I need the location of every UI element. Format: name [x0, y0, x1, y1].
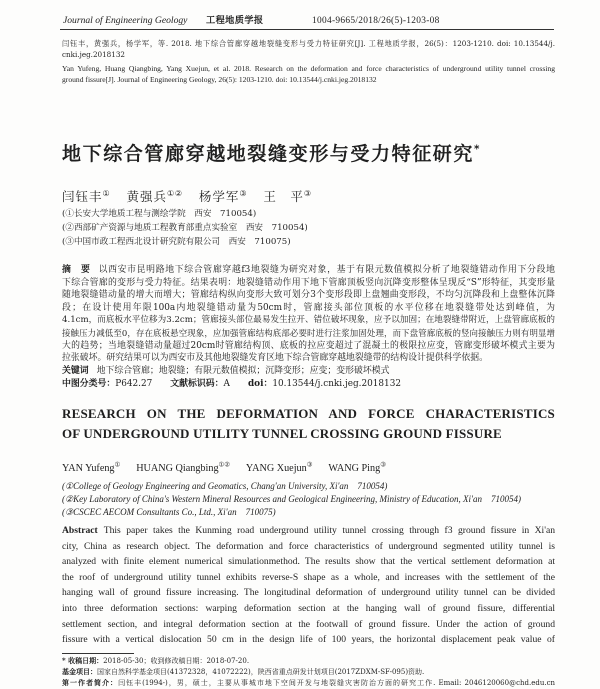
- abstract-en-label: Abstract: [62, 525, 98, 536]
- abstract-cn-line: 大的趋势；当地裂缝错动量超过20cm时管廊结构顶、底板的拉应变超过了混凝土的极限拉应变，管廊变形破坏模式主要为: [62, 340, 555, 351]
- author-en-name: HUANG Qiangbing: [136, 463, 219, 474]
- author-cn: [199, 188, 247, 206]
- author-en-mark: ①: [114, 461, 121, 469]
- journal-name-en: Journal of Engineering Geology: [63, 15, 188, 26]
- keywords-cn-text: 地下综合管廊；地裂缝；有限元数值模拟；沉降变形；应变；变形破坏模式: [96, 366, 390, 377]
- abstract-cn-text: 以西安市昆明路地下综合管廊穿越f3地裂缝为研究对象，基于有限元数值模拟分析了地裂缝错动作用下分段地: [98, 265, 555, 275]
- authors-cn: [62, 188, 312, 206]
- abstract-en-line: [62, 523, 555, 539]
- footnote-label: 第一作者简介：: [62, 677, 119, 687]
- paper-title-cn: [62, 141, 555, 167]
- author-cn-name: 闫钰丰: [62, 189, 103, 204]
- classification-line: [62, 378, 555, 391]
- authors-en: [62, 461, 386, 476]
- issn-volume-code: 1004-9665/2018/26(5)-1203-08: [312, 16, 440, 26]
- affiliation-en: (③CSCEC AECOM Consultants Co., Ltd., Xi'an 710075): [62, 507, 276, 517]
- author-cn-name: 杨学军: [198, 189, 240, 204]
- keywords-cn-label: 关键词: [62, 366, 89, 377]
- affiliation-en: (①College of Geology Engineering and Geomatics, Chang'an University, Xi'an 710054): [62, 481, 388, 491]
- author-en-mark: ①②: [218, 461, 230, 469]
- affiliation-cn: (②西部矿产资源与地质工程教育部重点实验室 西安 710054): [62, 223, 308, 233]
- footnote-text: 2018-05-30；收到修改稿日期：2018-07-20.: [103, 657, 250, 665]
- abstract-en-line: into three deformation sections: warping deformation section at the hanging wall of ground fissure, differential: [62, 603, 555, 614]
- citation-cn-line: 闫钰丰，黄强兵，杨学军，等. 2018. 地下综合管廊穿越地裂缝变形与受力特征研究[J]. 工程地质学报，26(5)：1203-1210. doi: 10.13544/j.: [62, 39, 555, 48]
- author-cn-name: 黄强兵: [126, 189, 167, 204]
- abstract-en-line: fissure with a vertical dislocation 50 cm in the design life of 100 years, the horizontal displacement peak value of: [62, 634, 555, 646]
- abstract-cn-line: [62, 264, 555, 277]
- abstract-en-line: hanging wall of ground fissure increasing. The longitudinal deformation of underground utility tunnel can be divided: [62, 587, 555, 599]
- paper-title-cn-text: 地下综合管廊穿越地裂缝变形与受力特征研究: [62, 143, 475, 165]
- author-en: [136, 461, 230, 476]
- author-cn: [126, 188, 182, 206]
- author-cn-mark: ③: [239, 188, 248, 198]
- header-rule: [60, 29, 554, 30]
- journal-name-cn: 工程地质学报: [206, 15, 264, 26]
- author-en-mark: ③: [306, 461, 313, 469]
- author-cn: [62, 188, 110, 206]
- author-cn: [263, 188, 311, 206]
- author-en: [246, 461, 313, 476]
- clc-label: 中图分类号：: [62, 379, 116, 389]
- doi-label: doi：: [247, 379, 273, 389]
- abstract-cn-line: 下综合管廊的变形与受力特征。结果表明：地裂缝错动作用下地下管廊顶板竖向沉降变形整体呈现反“S”形特征，其变形量: [62, 277, 555, 288]
- author-en: [62, 461, 120, 476]
- paper-title-en-line: OF UNDERGROUND UTILITY TUNNEL CROSSING GROUND FISSURE: [62, 426, 502, 441]
- affiliation-en: (②Key Laboratory of China's Western Mineral Resources and Geological Engineering, Ministry of Education, Xi'an 710054): [62, 494, 521, 504]
- author-en: [328, 461, 385, 476]
- doc-code-value: A: [223, 379, 230, 389]
- author-cn-mark: ①②: [166, 188, 183, 198]
- abstract-cn-line: 4.1cm，而底板水平位移为3.2cm；管廊接头部位最易发生拉开、错位破坏现象，应予以加固；在地裂缝带附近，上盘管廊底板的: [62, 315, 555, 326]
- author-en-name: WANG Ping: [328, 463, 381, 474]
- citation-en-line: Yan Yufeng, Huang Qiangbing, Yang Xuejun, et al. 2018. Research on the deformation and force characteristics of underground utility tunnel crossing: [62, 64, 555, 73]
- abstract-en-text: This paper takes the Kunming road underground utility tunnel crossing through f3 ground fissure in Xi'an: [103, 525, 555, 536]
- author-cn-name: 王 平: [263, 189, 304, 204]
- abstract-en-line: city, China as research object. The deformation and force characteristics of underground segmented utility tunnel is: [62, 540, 555, 552]
- abstract-cn-line: 随地裂缝错动量的增大而增大；管廊结构纵向变形大致可划分3个变形段即上盘翘曲变形段，不均匀沉降段和上盘整体沉降: [62, 290, 555, 301]
- footnote: [62, 667, 555, 678]
- abstract-cn-label: 摘 要: [62, 265, 91, 275]
- abstract-en-line: settlement section, and integral deformation section at the footwall of ground fissure. Under the action of ground: [62, 618, 555, 630]
- affiliation-cn: (③中国市政工程西北设计研究院有限公司 西安 710075): [62, 237, 291, 247]
- footnote-text: 闫钰丰(1994-)，男，硕士，主要从事城市地下空间开发与地裂缝灾害防治方面的研究工作. Email: 2046120060@chd.edu.cn: [118, 678, 555, 687]
- author-en-mark: ③: [380, 461, 386, 469]
- footnote-rule: [62, 653, 134, 654]
- footnote: [62, 656, 555, 667]
- abstract-cn-line: 接触压力减低至0，存在底板悬空现象，应加强管廊结构底部必要时进行注浆加固处理，而下盘管廊底板的竖向接触压力则有明显增: [62, 328, 555, 338]
- abstract-cn-line: 拉张破坏。研究结果可以为西安市及其他地裂缝发育区地下综合管廊穿越地裂缝带的结构设计提供科学依据。: [62, 353, 488, 364]
- footnote: [62, 678, 555, 689]
- clc-value: P642.27: [115, 379, 153, 389]
- abstract-cn-line: 段；在设计使用年限100a内地裂缝错动量为50cm时，管廊接头部位顶板的水平位移在地裂缝带处达到峰值，为: [62, 302, 555, 313]
- author-en-name: YAN Yufeng: [62, 463, 115, 474]
- citation-cn-line: cnki.jeg.2018132: [62, 50, 125, 59]
- affiliation-cn: (①长安大学地质工程与测绘学院 西安 710054): [62, 209, 257, 219]
- paper-title-en-line: RESEARCH ON THE DEFORMATION AND FORCE CHARACTERISTICS: [62, 406, 555, 421]
- footnote-label: 基金项目：: [62, 666, 97, 676]
- footnote-label: * 收稿日期：: [62, 656, 104, 665]
- abstract-en-line: analyzed with finite element numerical simulationmethod. The results show that the vertical settlement deformation at: [62, 556, 555, 568]
- abstract-en-line: the roof of underground utility tunnel exhibits reverse-S shape as a whole, and increases with the settlement of the: [62, 571, 555, 583]
- keywords-cn: [62, 365, 555, 378]
- title-footnote-mark: *: [474, 143, 482, 156]
- doc-code-label: 文献标识码：: [170, 379, 224, 389]
- citation-en-line: ground fissure[J]. Journal of Engineering Geology, 26(5): 1203-1210. doi: 10.13544/j.cnki.jeg.2018132: [62, 75, 377, 84]
- author-en-name: YANG Xuejun: [245, 463, 307, 474]
- footnote-text: 国家自然科学基金项目(41372328，41072222)，陕西省重点研发计划项目(2017ZDXM-SF-095)资助.: [97, 667, 425, 676]
- doi-value: 10.13544/j.cnki.jeg.2018132: [272, 379, 401, 389]
- author-cn-mark: ③: [303, 188, 312, 198]
- author-cn-mark: ①: [102, 188, 111, 198]
